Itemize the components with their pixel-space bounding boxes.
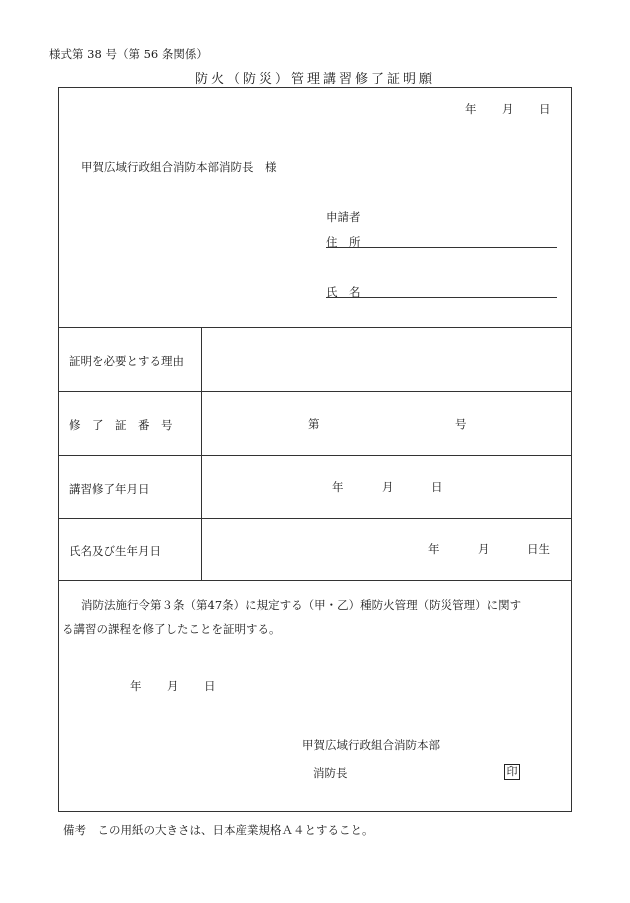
certificate-date-month: 月 [167, 679, 179, 693]
header-date-month: 月 [502, 102, 514, 116]
reason-label: 証明を必要とする理由 [69, 354, 184, 368]
address-label: 住 所 [326, 235, 361, 249]
form-number: 様式第 38 号（第 56 条関係） [49, 47, 208, 61]
certificate-text-line1: 消防法施行令第３条（第47条）に規定する（甲・乙）種防火管理（防災管理）に関す [81, 598, 522, 612]
header-date-day: 日 [539, 102, 551, 116]
certificate-number-label: 修 了 証 番 号 [69, 418, 173, 432]
certificate-number-suffix: 号 [455, 417, 467, 431]
completion-date-year: 年 [332, 480, 344, 494]
issuer-title: 消防長 [313, 766, 348, 780]
address-field[interactable] [326, 247, 557, 248]
certificate-text-line2: る講習の課程を修了したことを証明する。 [62, 622, 281, 636]
seal-icon: 印 [504, 764, 520, 780]
row-divider [58, 580, 572, 581]
page-title: 防火（防災）管理講習修了証明願 [194, 72, 435, 87]
birthdate-day: 日生 [527, 542, 550, 556]
row-divider [58, 518, 572, 519]
footer-note: 備考 この用紙の大きさは、日本産業規格Ａ４とすること。 [63, 823, 374, 837]
completion-date-month: 月 [382, 480, 394, 494]
issuer-organization: 甲賀広域行政組合消防本部 [302, 738, 440, 752]
completion-date-label: 講習修了年月日 [69, 482, 150, 496]
birthdate-year: 年 [428, 542, 440, 556]
name-field[interactable] [326, 297, 557, 298]
completion-date-day: 日 [431, 480, 443, 494]
certificate-date-year: 年 [130, 679, 142, 693]
certificate-date-day: 日 [204, 679, 216, 693]
certificate-number-prefix: 第 [308, 417, 320, 431]
name-label: 氏 名 [326, 285, 361, 299]
column-divider [201, 327, 202, 580]
row-divider [58, 455, 572, 456]
birthdate-month: 月 [478, 542, 490, 556]
name-birthdate-label: 氏名及び生年月日 [69, 544, 161, 558]
row-divider [58, 391, 572, 392]
header-date-year: 年 [465, 102, 477, 116]
applicant-label: 申請者 [326, 210, 361, 224]
form-frame [58, 87, 572, 812]
row-divider [58, 327, 572, 328]
addressee: 甲賀広域行政組合消防本部消防長 様 [81, 160, 277, 174]
